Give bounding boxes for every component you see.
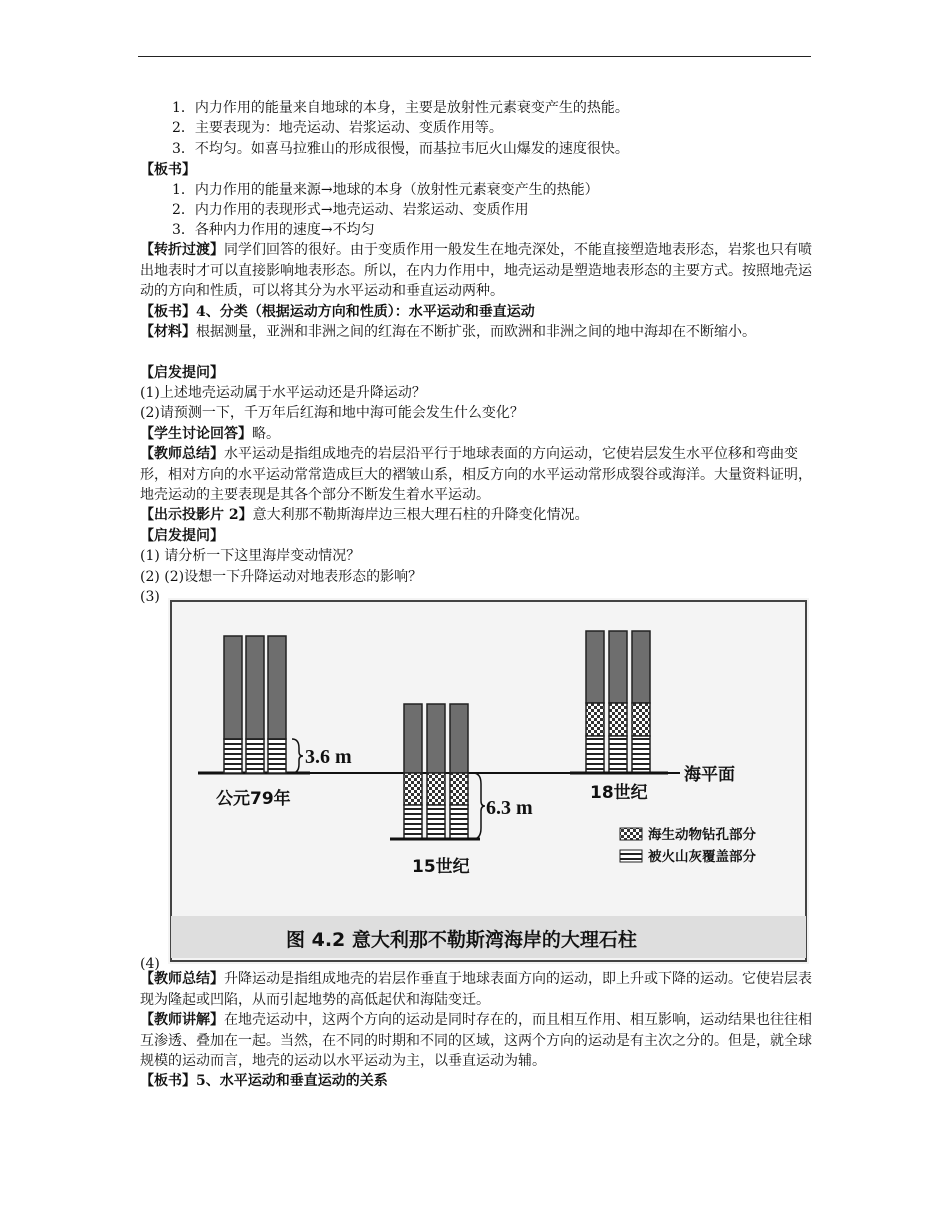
slide-text: 意大利那不勒斯海岸边三根大理石柱的升降变化情况。 xyxy=(252,507,589,523)
question-item: (1)上述地壳运动属于水平运动还是升降运动？ xyxy=(140,385,426,401)
summary-label: 【教师总结】 xyxy=(140,446,224,462)
question-heading: 【启发提问】 xyxy=(140,528,224,544)
slide-line xyxy=(140,505,815,525)
question-item: (3) xyxy=(140,589,160,605)
column-79-2-ash xyxy=(246,739,264,773)
summary-paragraph-2 xyxy=(140,969,815,1010)
column-18-3-ash xyxy=(632,736,650,773)
slide-label: 【出示投影片 2】 xyxy=(140,507,253,523)
marble-columns-figure xyxy=(168,598,809,964)
transition-label: 【转折过渡】 xyxy=(140,242,224,258)
board-heading-5: 【板书】5、水平运动和垂直运动的关系 xyxy=(140,1073,388,1089)
material-paragraph xyxy=(140,322,815,343)
student-text: 略。 xyxy=(252,426,280,442)
column-79-1-ash xyxy=(224,739,242,773)
list-item: 1．内力作用的能量来自地球的本身，主要是放射性元素衰变产生的热能。 xyxy=(172,100,629,116)
year-label-15: 15世纪 xyxy=(412,857,470,877)
question-heading: 【启发提问】 xyxy=(140,365,224,381)
column-15-2-drill xyxy=(427,773,445,805)
header-rule xyxy=(138,56,811,57)
board-heading-4: 【板书】4、分类（根据运动方向和性质）：水平运动和垂直运动 xyxy=(140,304,535,320)
column-18-3-plain xyxy=(632,631,650,703)
board-item: 2．内力作用的表现形式→地壳运动、岩浆运动、变质作用 xyxy=(172,202,529,218)
column-15-1-drill xyxy=(404,773,422,805)
column-18-3-drill xyxy=(632,703,650,736)
column-15-1-plain xyxy=(404,704,422,773)
figure-svg xyxy=(168,598,809,964)
question-item: (4) xyxy=(140,956,160,972)
question-item: (2)请预测一下，千万年后红海和地中海可能会发生什么变化？ xyxy=(140,405,524,421)
height-label-15: 6.3 m xyxy=(486,797,533,819)
column-79-3-ash xyxy=(268,739,286,773)
board-item: 1．内力作用的能量来源→地球的本身（放射性元素衰变产生的热能） xyxy=(172,182,599,198)
legend-ash-swatch xyxy=(620,850,642,862)
column-18-2-plain xyxy=(609,631,627,703)
transition-paragraph xyxy=(140,240,815,302)
lecture-label: 【教师讲解】 xyxy=(140,1012,224,1028)
legend-drill-swatch xyxy=(620,828,642,840)
column-18-1-plain xyxy=(586,631,604,703)
column-15-3-plain xyxy=(450,704,468,773)
board-item: 3．各种内力作用的速度→不均匀 xyxy=(172,222,375,238)
legend-drill-label: 海生动物钻孔部分 xyxy=(648,827,756,843)
summary-paragraph xyxy=(140,444,815,506)
question-item: (2) (2)设想一下升降运动对地表形态的影响？ xyxy=(140,569,423,585)
column-79-3-plain xyxy=(268,636,286,739)
column-15-2-plain xyxy=(427,704,445,773)
question-item: (1) 请分析一下这里海岸变动情况？ xyxy=(140,548,361,564)
summary-text: 水平运动是指组成地壳的岩层沿平行于地球表面的方向运动，它使岩层发生水平位移和弯曲变形，相对方向的水平运动常常造成巨大的褶皱山系，相反方向的水平运动常形成裂谷或海洋。大量资料证明，地壳运动的主要表现是其各个部分不断发生着水平运动。 xyxy=(140,446,812,503)
material-text: 根据测量，亚洲和非洲之间的红海在不断扩张，而欧洲和非洲之间的地中海却在不断缩小。 xyxy=(196,324,756,340)
height-label-79: 3.6 m xyxy=(305,746,352,768)
column-15-1-ash xyxy=(404,805,422,839)
list-item: 3．不均匀。如喜马拉雅山的形成很慢，而基拉韦厄火山爆发的速度很快。 xyxy=(172,141,629,157)
year-label-79: 公元79年 xyxy=(216,789,291,809)
column-18-1-drill xyxy=(586,703,604,736)
column-79-2-plain xyxy=(246,636,264,739)
transition-text: 同学们回答的很好。由于变质作用一般发生在地壳深处，不能直接塑造地表形态，岩浆也只有喷出地表时才可以直接影响地表形态。所以，在内力作用中，地壳运动是塑造地表形态的主要方式。按照地壳运动的方向和性质，可以将其分为水平运动和垂直运动两种。 xyxy=(140,242,812,299)
student-answer xyxy=(140,424,815,444)
legend-ash-label: 被火山灰覆盖部分 xyxy=(648,849,756,865)
column-18-1-ash xyxy=(586,736,604,773)
student-label: 【学生讨论回答】 xyxy=(140,426,252,442)
column-15-3-ash xyxy=(450,805,468,839)
summary2-label: 【教师总结】 xyxy=(140,971,224,987)
list-item: 2．主要表现为：地壳运动、岩浆运动、变质作用等。 xyxy=(172,120,503,136)
board-heading: 【板书】 xyxy=(140,162,196,178)
column-15-2-ash xyxy=(427,805,445,839)
figure-caption: 图 4.2 意大利那不勒斯湾海岸的大理石柱 xyxy=(286,929,637,951)
column-18-2-drill xyxy=(609,703,627,736)
year-label-18: 18世纪 xyxy=(590,783,648,803)
summary2-text: 升降运动是指组成地壳的岩层作垂直于地球表面方向的运动，即上升或下降的运动。它使岩层表现为隆起或凹陷，从而引起地势的高低起伏和海陆变迁。 xyxy=(140,971,812,1008)
column-15-3-drill xyxy=(450,773,468,805)
lecture-text: 在地壳运动中，这两个方向的运动是同时存在的，而且相互作用、相互影响，运动结果也往往相互渗透、叠加在一起。当然，在不同的时期和不同的区域，这两个方向的运动是有主次之分的。但是，就全球规模的运动而言，地壳的运动以水平运动为主，以垂直运动为辅。 xyxy=(140,1012,812,1069)
column-79-1-plain xyxy=(224,636,242,739)
material-label: 【材料】 xyxy=(140,324,196,340)
sea-level-label: 海平面 xyxy=(684,765,735,785)
column-18-2-ash xyxy=(609,736,627,773)
lecture-paragraph xyxy=(140,1010,815,1072)
